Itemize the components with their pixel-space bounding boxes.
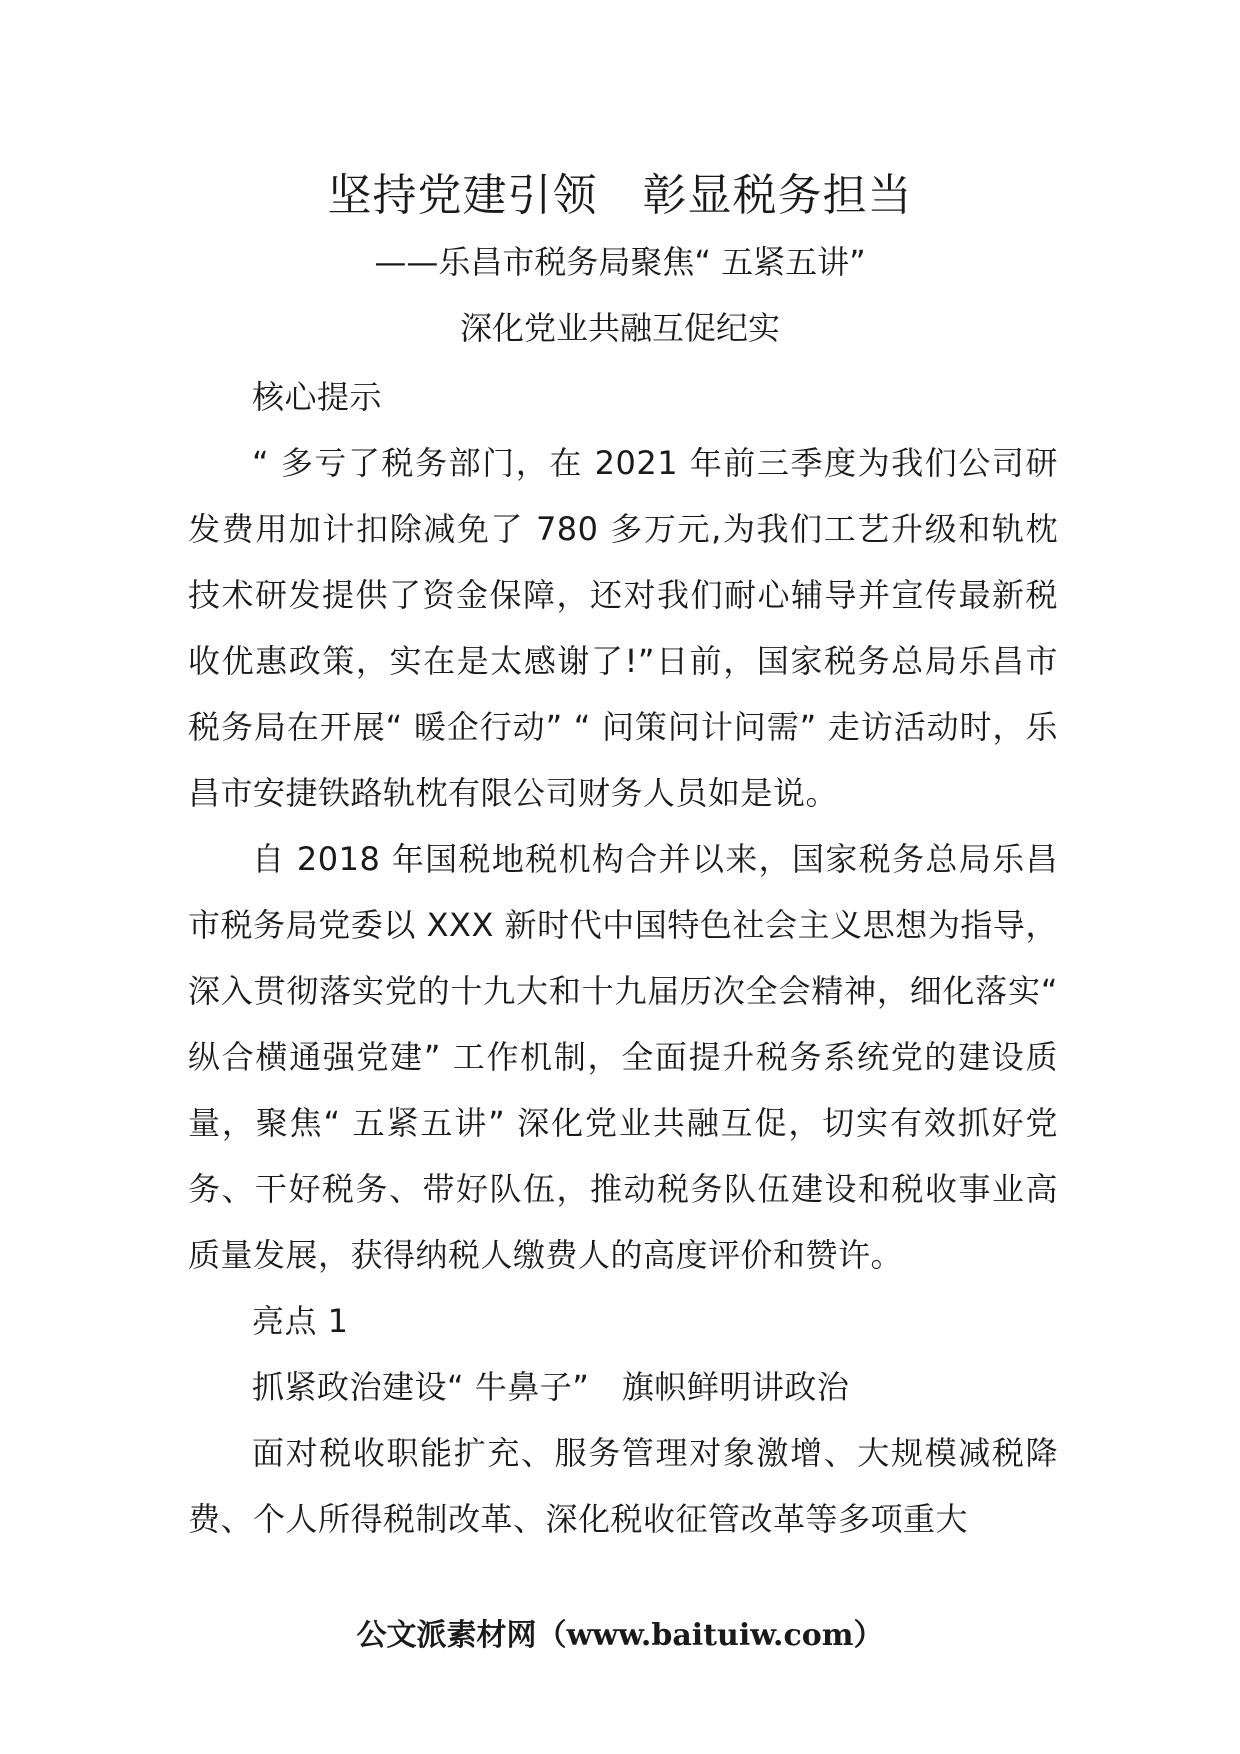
section-label-core-tips: 核心提示 [252,378,383,416]
section-heading: 抓紧政治建设“ 牛鼻子” 旗帜鲜明讲政治 [252,1368,850,1406]
body-paragraph: 自 2018 年国税地税机构合并以来，国家税务总局乐昌市税务局党委以 XXX 新时代中国特色社会主义思想为指导，深入贯彻落实党的十九大和十九届历次全会精神，细化落实“ 纵合横通强党建” 工作机制，全面提升税务系统党的建设质量，聚焦“ 五紧五讲” 深化党业共融互促，切实有效抓好党务、干好税务、带好队伍，推动税务队伍建设和税收事业高质量发展，获得纳税人缴费人的高度评价和赞许。 [188,840,1058,1274]
document-subtitle-line-2: 深化党业共融互促纪实 [459,309,780,347]
document-title: 坚持党建引领 彰显税务担当 [327,170,913,221]
body-paragraph: “ 多亏了税务部门，在 2021 年前三季度为我们公司研发费用加计扣除减免了 780 多万元,为我们工艺升级和轨枕技术研发提供了资金保障，还对我们耐心辅导并宣传最新税收优惠政策，实在是太感谢了!”日前，国家税务总局乐昌市税务局在开展“ 暖企行动” “ 问策问计问需” 走访活动时，乐昌市安捷铁路轨枕有限公司财务人员如是说。 [188,444,1058,812]
document-body [188,364,1058,1552]
section-label-highlight-1: 亮点 1 [252,1302,349,1340]
body-paragraph: 面对税收职能扩充、服务管理对象激增、大规模减税降费、个人所得税制改革、深化税收征管改革等多项重大 [188,1434,1058,1538]
document-subtitle-line-1: ——乐昌市税务局聚焦“ 五紧五讲” [374,243,866,281]
footer-watermark: 公文派素材网（www.baituiw.com） [356,1618,884,1653]
